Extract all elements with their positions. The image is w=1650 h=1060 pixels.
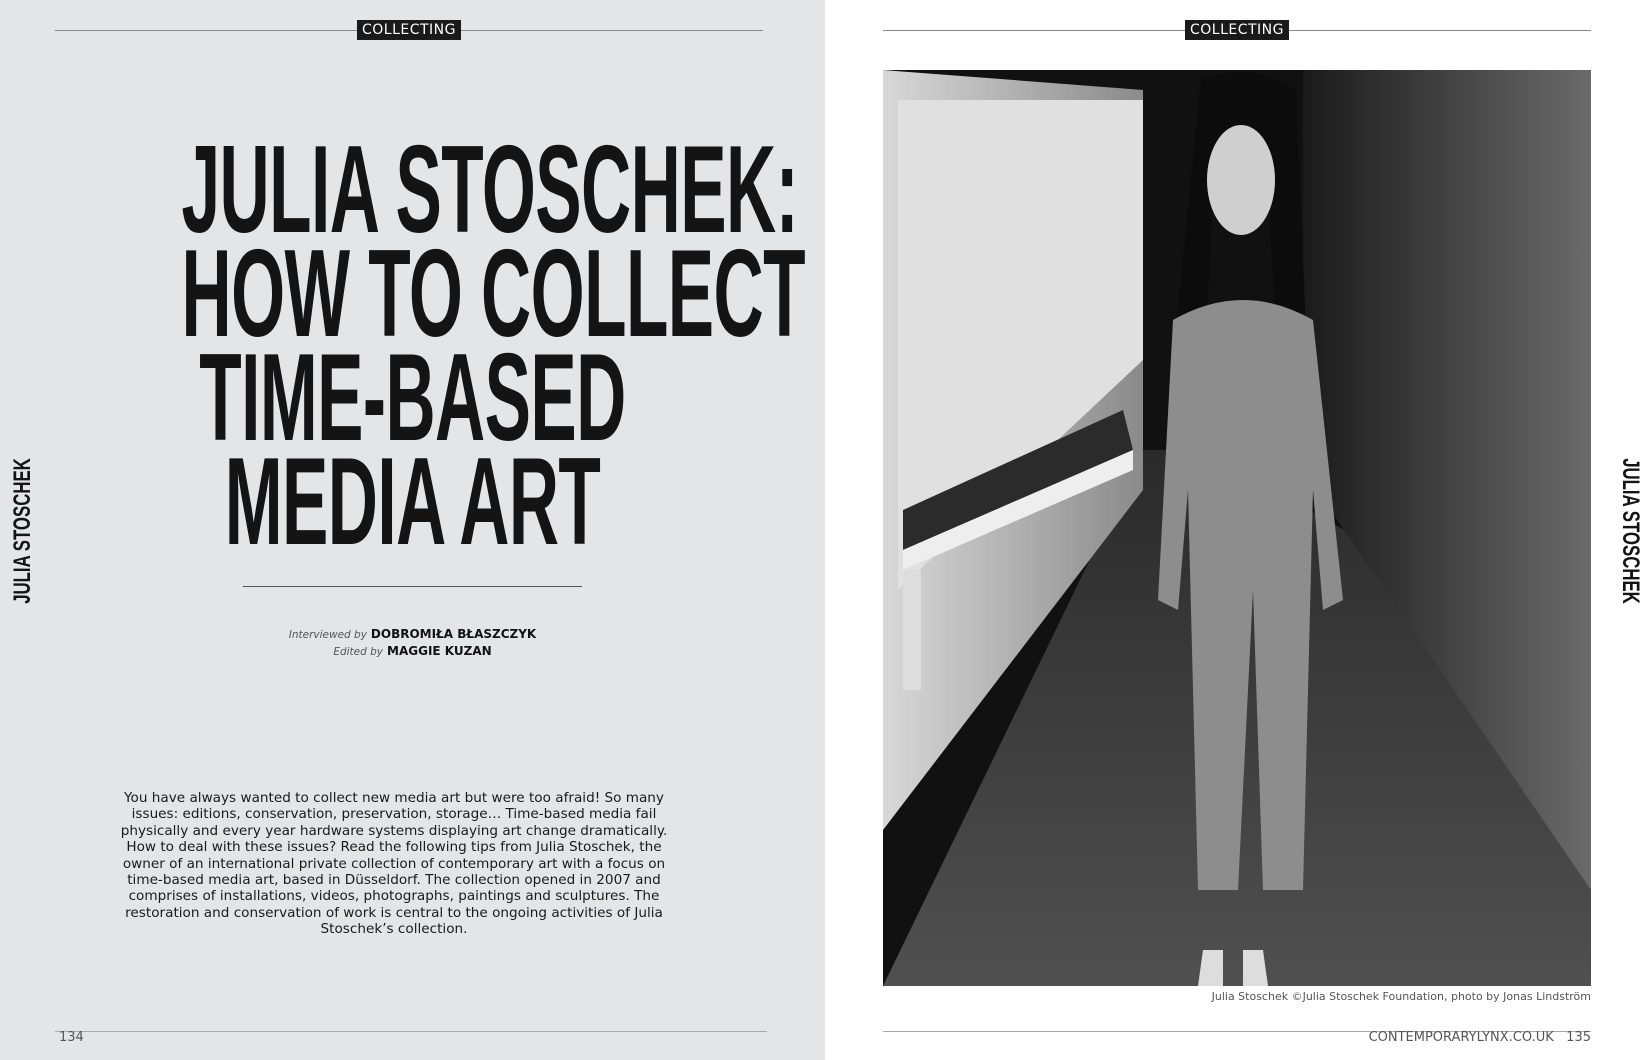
portrait-photo [883,70,1591,986]
interviewed-label: Interviewed by [288,629,367,641]
edited-label: Edited by [333,646,384,658]
title-line: JULIA STOSCHEK: [181,121,799,259]
title-divider [243,586,582,587]
side-label: JULIA STOSCHEK [1617,458,1644,604]
page-number: 134 [59,1030,84,1045]
footer [1369,1030,1591,1045]
lede-paragraph: You have always wanted to collect new media art but were too afraid! So many issues: editions, conservation, preservation, storage… Time-based media fail physically and every year hardware systems displaying art change dramatically. How to deal with these issues? Read the following tips from Julia Stoschek, the owner of an international private collection of contemporary art with a focus on time-based media art, based in Düsseldorf. The collection opened in 2007 and comprises of installations, videos, photographs, paintings and sculptures. The restoration and conservation of work is central to the ongoing activities of Julia Stoschek’s collection. [120,790,668,938]
article-title [0,121,825,571]
title-line: MEDIA ART [224,433,601,571]
right-page [825,0,1650,1060]
side-label: JULIA STOSCHEK [9,458,36,604]
photo-caption: Julia Stoschek ©Julia Stoschek Foundation, photo by Jonas Lindström [1211,990,1591,1003]
bottom-rule [55,1031,767,1032]
title-line: TIME-BASED [199,329,626,467]
interviewer-name: DOBROMIŁA BŁASZCZYK [370,627,537,641]
section-badge: COLLECTING [357,20,461,40]
page-number: 135 [1566,1030,1591,1045]
title-line: HOW TO COLLECT [181,225,805,363]
editor-name: MAGGIE KUZAN [387,644,492,658]
site-url: CONTEMPORARYLYNX.CO.UK [1368,1030,1554,1045]
credits [0,626,825,660]
section-badge: COLLECTING [1185,20,1289,40]
